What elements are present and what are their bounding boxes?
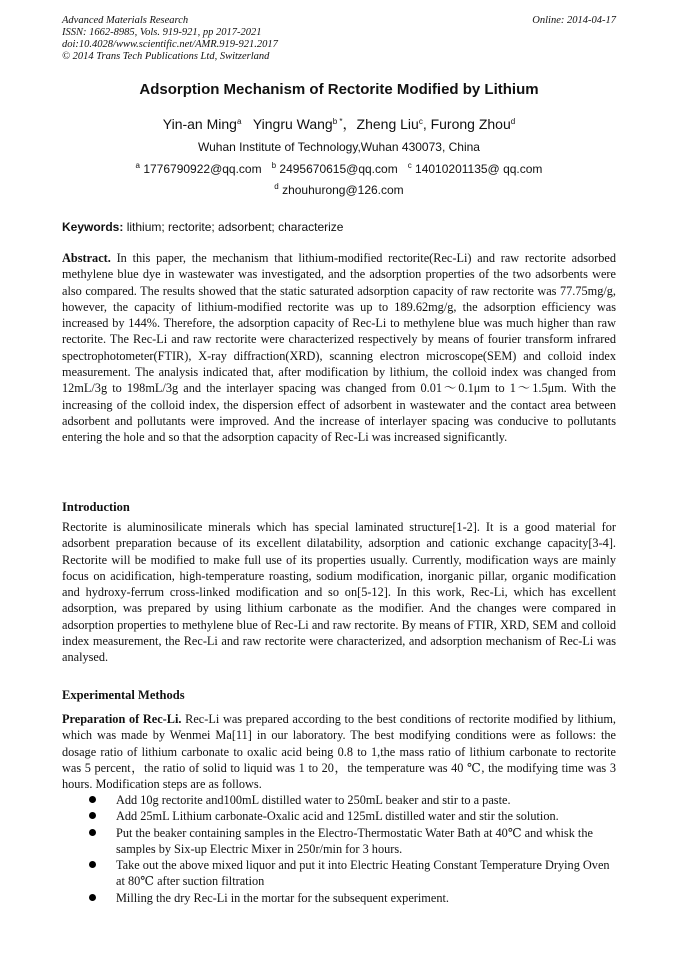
affiliation: Wuhan Institute of Technology,Wuhan 430073, China [198,140,480,154]
running-header [62,15,278,63]
copyright-line: © 2014 Trans Tech Publications Ltd, Switzerland [62,51,270,62]
online-date: Online: 2014-04-17 [532,15,616,26]
doi-line: doi:10.4028/www.scientific.net/AMR.919-921.2017 [62,39,278,50]
step-text: Put the beaker containing samples in the Electro-Thermostatic Water Bath at 40℃ and whisk the samples by Six-up Electric Mixer in 250r/min for 3 hours. [116,825,593,856]
author-superscript: a [236,117,242,126]
author-superscript: d [510,117,516,126]
bullet-icon [89,829,96,836]
author-superscript: c [418,117,423,126]
list-item [62,808,616,824]
email-address: 14010201135@ qq.com [411,162,543,176]
email-line [0,183,678,197]
preparation-text: Rec-Li was prepared according to the best conditions of rectorite modified by lithium, which was made by Wenmei Ma[11] in our laboratory. The best modifying conditions were as follows: the dosage ratio of lithium carbonate to oxalic acid being 0.8 to 1,the mass ratio of lithium carbonate to rectorite was 5 percent，the ratio of solid to liquid was 1 to 20，the temperature was 40 ℃, the modifying time was 3 hours. Modification steps are as follows. [62,712,616,792]
step-text: Take out the above mixed liquor and put it into Electric Heating Constant Temperature Drying Oven at 80℃ after suction filtration [116,858,610,889]
modification-steps [62,792,616,906]
email-address: 1776790922@qq.com [140,162,262,176]
abstract [62,250,616,446]
step-text: Add 25mL Lithium carbonate-Oxalic acid and 125mL distilled water and stir the solution. [116,809,559,824]
email-address: 2495670615@qq.com [276,162,398,176]
paper-title: Adsorption Mechanism of Rectorite Modified by Lithium [139,81,539,98]
author-separator: ， [342,116,357,132]
bullet-icon [89,894,96,901]
issn-line: ISSN: 1662-8985, Vols. 919-921, pp 2017-2021 [62,27,262,38]
section-heading-experimental: Experimental Methods [62,688,185,702]
abstract-label: Abstract. [62,251,111,265]
author-name: Yin-an Ming [162,116,237,132]
author-name: Zheng Liu [356,116,419,132]
abstract-text: In this paper, the mechanism that lithium-modified rectorite(Rec-Li) and raw rectorite adsorbed methylene blue dye in wastewater was investigated, and the adsorption properties of the two adsorbents were also compared. The results showed that the static saturated adsorption capacity of raw rectorite was 77.75mg/g, however, the capacity of lithium-modified rectorite was up to 189.62mg/g, the adsorption efficiency was increased by 144%. Therefore, the adsorption capacity of Rec-Li to methylene blue was much higher than raw rectorite. The Rec-Li and raw rectorite were characterized respectively by means of fourier transform infrared spectrophotometer(FTIR), X-ray diffraction(XRD), scanning electron microscope(SEM) and colloid index measurement. The analysis indicated that, after modification by lithium, the colloid index was changed from 12mL/3g to 198mL/3g and the interlayer spacing was changed from 0.01～0.1μm to 1～1.5μm. With the increasing of the colloid index, the dispersion effect of adsorbent in wastewater and the contact area between adsorbent and pollutants were improved. And the increase of interlayer spacing was conducive to pollutants entering the hole and so that the adsorption capacity of Rec-Li was increased significantly. [62,251,616,445]
keywords [62,220,343,234]
author-separator [241,116,252,132]
introduction-paragraph: Rectorite is aluminosilicate minerals which has special laminated structure[1-2]. It is a good material for adsorbent preparation because of its excellent dilatability, adsorption and cationic exchange capacity[3-4]. Rectorite will be modified to make full use of its properties usually. Currently, modification ways are mainly focus on acidification, high-temperature roasting, sodium modification, inorganic pillar, organic modification and hydroxy-ferrum cross-linked modification and so on[5-12]. In this work, Rec-Li, which has excellent adsorption, was prepared by using lithium carbonate as the modifier. And the changes were compared in adsorption properties to methylene blue of Rec-Li and raw rectorite. By means of FTIR, XRD, SEM and colloid index measurement, the Rec-Li and raw rectorite were characterized, and adsorption mechanism of Rec-Li was analysed. [62,520,616,665]
email-superscript: a [135,161,140,170]
list-item [62,890,616,906]
author-name: Furong Zhou [430,116,511,132]
step-text: Milling the dry Rec-Li in the mortar for the subsequent experiment. [116,890,449,905]
email-address: zhouhurong@126.com [278,183,404,197]
section-heading-introduction: Introduction [62,500,130,514]
author-superscript: b * [332,117,343,126]
email-line [0,162,678,176]
email-superscript: c [407,161,412,170]
step-text: Add 10g rectorite and100mL distilled water to 250mL beaker and stir to a paste. [116,793,511,807]
keywords-label: Keywords: [62,220,124,234]
list-item [62,825,616,858]
email-superscript: b [271,161,277,170]
bullet-icon [89,861,96,868]
bullet-icon [89,796,96,803]
keywords-text: lithium; rectorite; adsorbent; characterize [123,220,344,234]
email-superscript: d [274,182,279,191]
preparation-label: Preparation of Rec-Li. [62,712,182,726]
list-item [62,792,616,808]
preparation-paragraph [62,711,616,792]
author-list [0,114,678,134]
journal-name: Advanced Materials Research [62,15,189,26]
author-separator: , [422,116,431,132]
bullet-icon [89,812,96,819]
list-item [62,857,616,890]
author-name: Yingru Wang [252,116,333,132]
